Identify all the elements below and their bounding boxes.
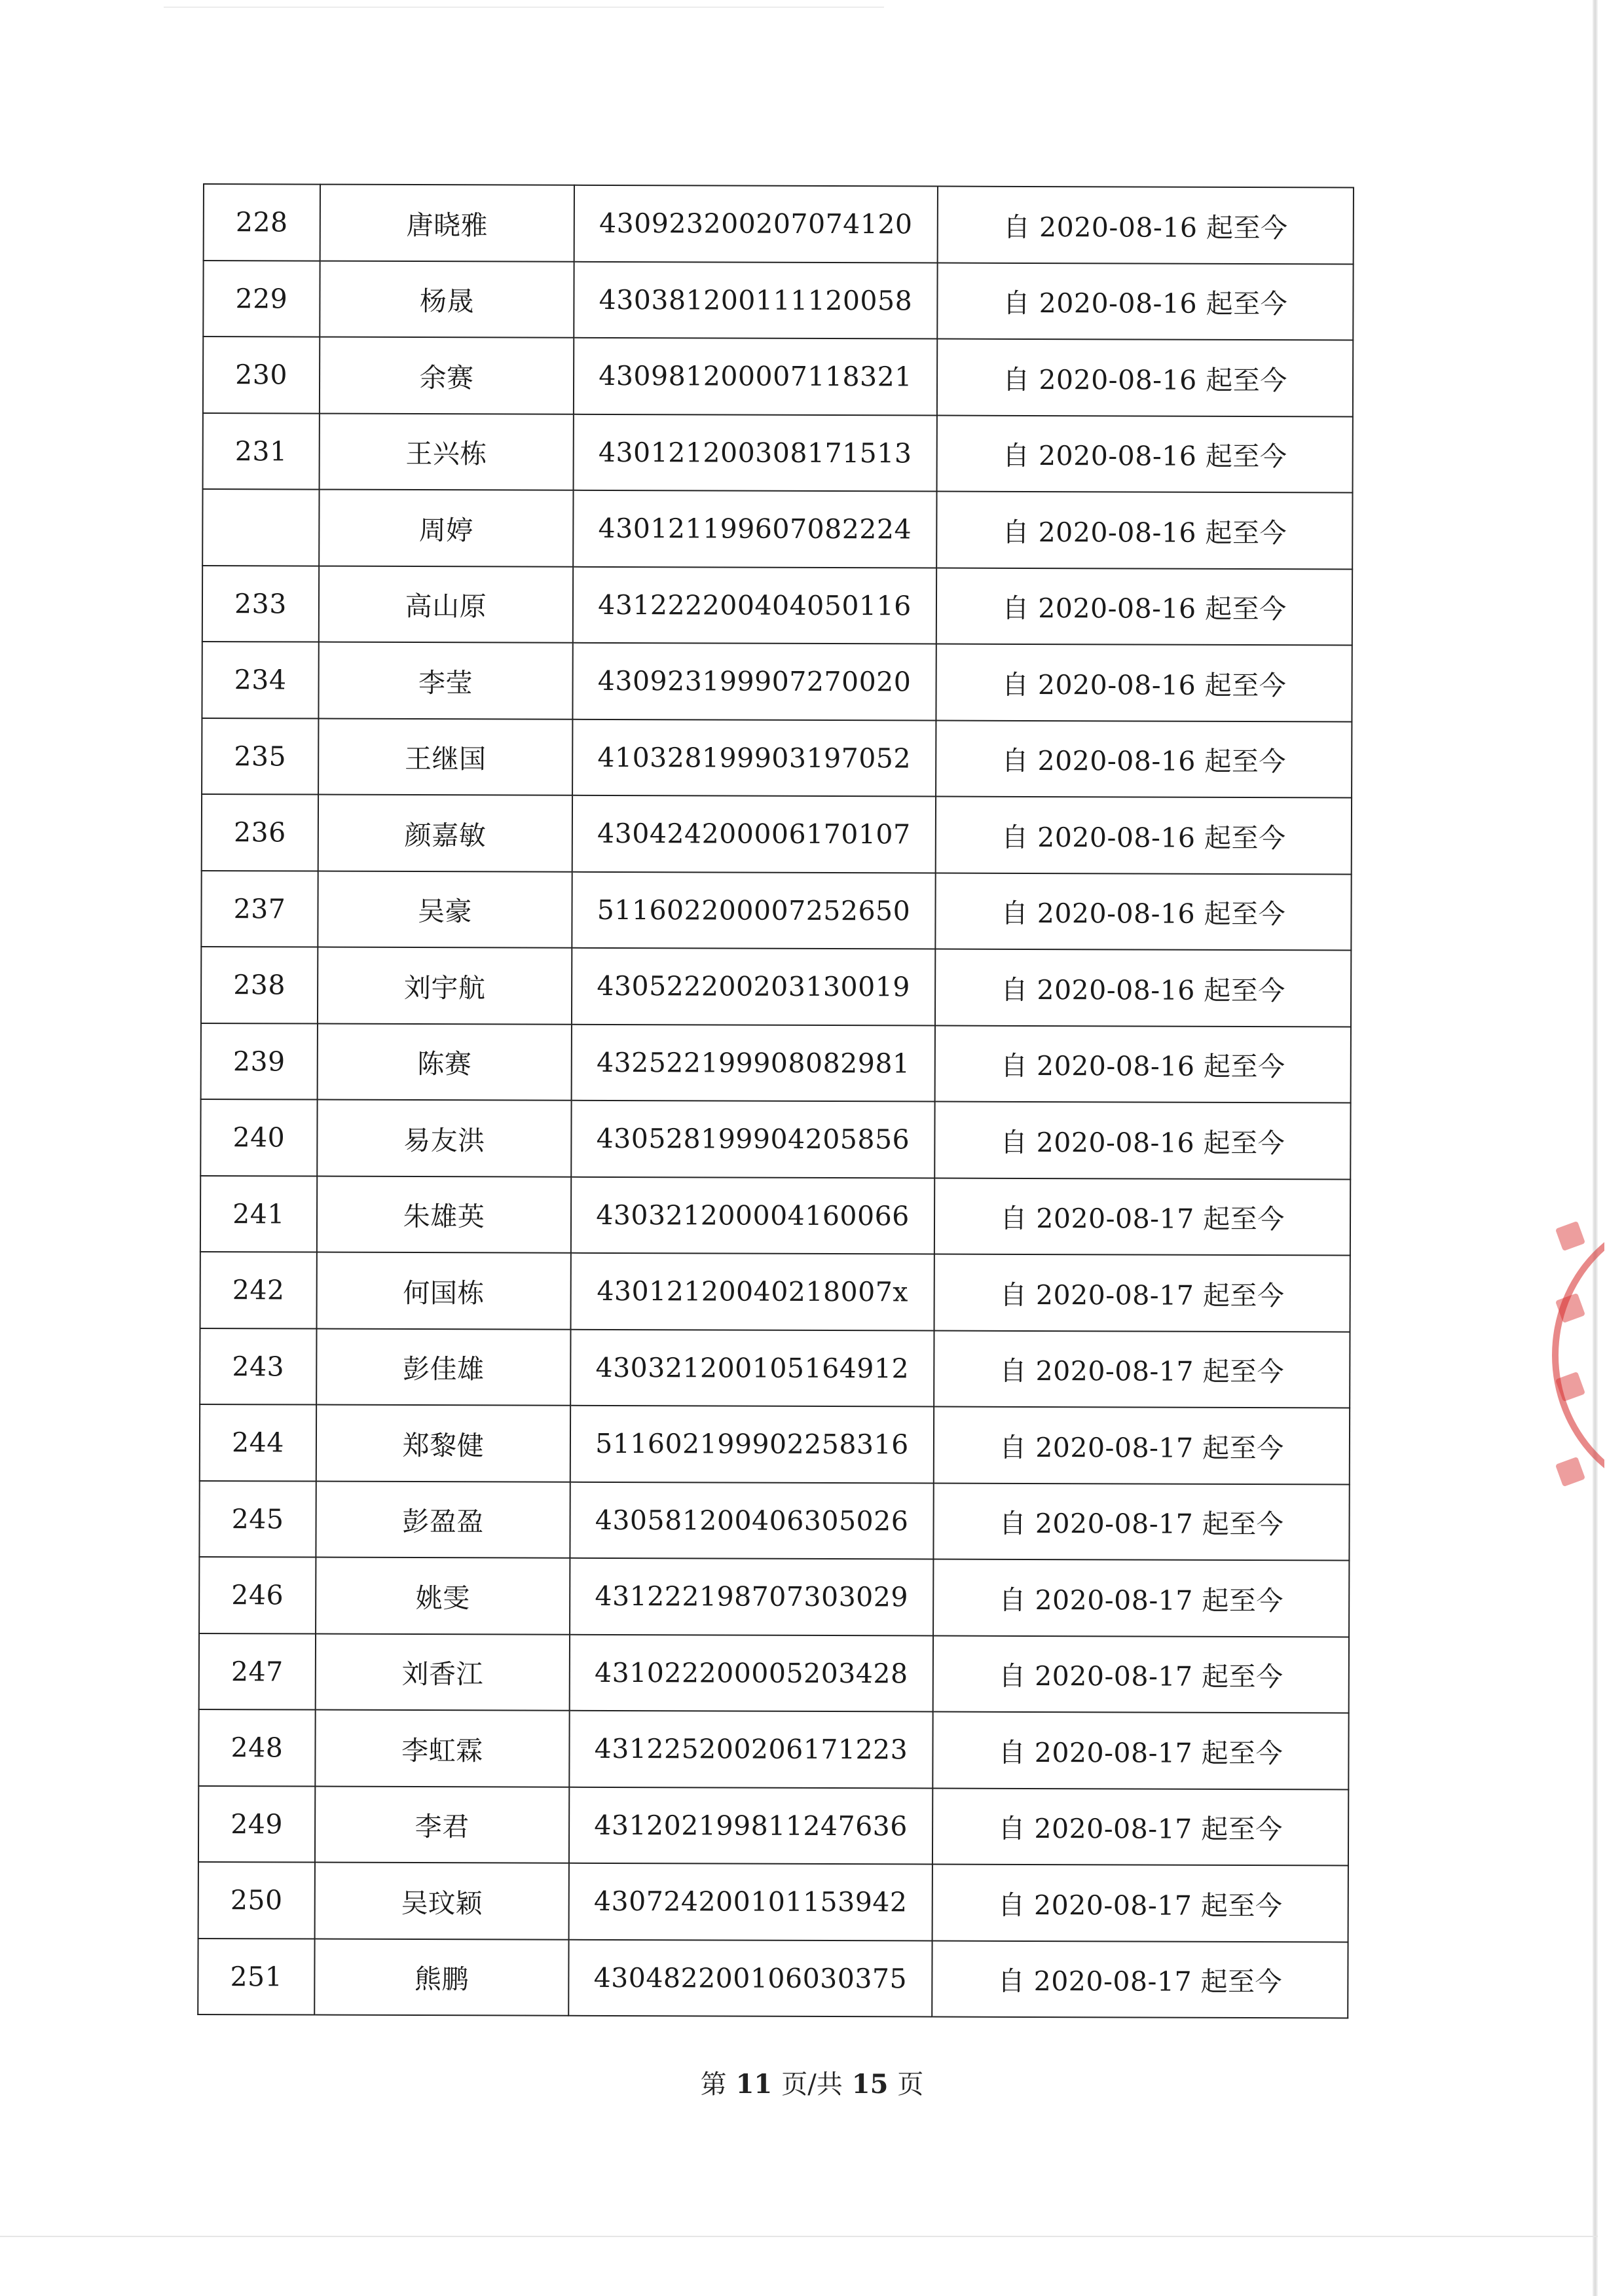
period-text: 自 2020-08-16 起至今: [937, 415, 1353, 492]
id-number: 430724200101153942: [569, 1863, 932, 1941]
id-number: 430981200007118321: [574, 338, 937, 415]
person-name: 刘香江: [316, 1633, 570, 1711]
person-name: 熊鹏: [314, 1939, 568, 2016]
id-number: 430424200006170107: [572, 795, 936, 873]
id-number: 430522200203130019: [572, 948, 935, 1025]
table-row: [201, 947, 1351, 1027]
person-name: 朱雄英: [317, 1176, 571, 1253]
period-text: 自 2020-08-17 起至今: [932, 1788, 1348, 1865]
period-text: 自 2020-08-17 起至今: [934, 1407, 1350, 1484]
person-name: 王兴栋: [320, 413, 574, 490]
red-seal-fragment: [1545, 1211, 1604, 1499]
page-footer: [0, 2064, 1624, 2101]
id-number: 430121199607082224: [573, 490, 936, 568]
id-number: 511602200007252650: [572, 871, 935, 949]
row-number: 251: [198, 1938, 314, 2014]
period-text: 自 2020-08-16 起至今: [936, 568, 1352, 645]
row-number: 245: [199, 1480, 316, 1557]
row-number: 228: [204, 184, 320, 261]
person-name: 周婷: [319, 490, 573, 567]
footer-middle: 页/共: [781, 2069, 843, 2100]
row-number: 233: [202, 566, 319, 642]
period-text: 自 2020-08-17 起至今: [934, 1330, 1350, 1408]
id-number: 432522199908082981: [572, 1024, 935, 1101]
person-name: 李君: [315, 1786, 569, 1863]
id-number: 430923199907270020: [572, 643, 936, 720]
row-number: [202, 489, 319, 566]
id-number: 430381200111120058: [574, 261, 937, 338]
table-row: [202, 642, 1352, 721]
page-edge-shadow: [1593, 0, 1598, 2296]
row-number: 242: [200, 1252, 317, 1328]
period-text: 自 2020-08-17 起至今: [932, 1941, 1348, 2018]
period-text: 自 2020-08-16 起至今: [936, 797, 1352, 874]
id-number: 431202199811247636: [569, 1787, 932, 1864]
id-number: 410328199903197052: [572, 719, 936, 796]
row-number: 235: [202, 718, 318, 794]
person-name: 高山原: [319, 566, 573, 643]
period-text: 自 2020-08-17 起至今: [933, 1635, 1349, 1713]
row-number: 230: [203, 337, 320, 413]
row-number: 237: [201, 870, 318, 947]
table-row: [202, 718, 1352, 797]
personnel-table-body: [198, 184, 1354, 2018]
id-number: 431222198707303029: [570, 1558, 933, 1635]
id-number: 430482200106030375: [568, 1939, 932, 2016]
scan-artifact-line: [164, 7, 884, 8]
person-name: 何国栋: [317, 1252, 571, 1330]
row-number: 229: [203, 261, 320, 337]
period-text: 自 2020-08-16 起至今: [935, 949, 1351, 1027]
table-row: [198, 1862, 1348, 1942]
person-name: 陈赛: [318, 1023, 572, 1101]
person-name: 唐晓雅: [320, 185, 574, 262]
table-row: [200, 1099, 1350, 1179]
id-number: 431225200206171223: [569, 1711, 932, 1788]
table-row: [200, 1252, 1350, 1332]
table-row: [201, 870, 1351, 950]
seal-glyph: [1555, 1457, 1585, 1487]
seal-arc: [1552, 1211, 1604, 1499]
row-number: 241: [200, 1175, 317, 1252]
footer-current-page: 11: [735, 2069, 773, 2100]
period-text: 自 2020-08-17 起至今: [934, 1254, 1350, 1332]
id-number: 430321200105164912: [570, 1329, 934, 1406]
id-number: 430528199904205856: [571, 1101, 934, 1178]
person-name: 余赛: [320, 337, 574, 414]
period-text: 自 2020-08-17 起至今: [932, 1865, 1348, 1942]
table-row: [200, 1328, 1350, 1408]
person-name: 姚雯: [316, 1558, 570, 1635]
row-number: 249: [198, 1785, 315, 1862]
period-text: 自 2020-08-17 起至今: [934, 1178, 1350, 1255]
person-name: 易友洪: [317, 1100, 571, 1177]
id-number: 430581200406305026: [570, 1482, 933, 1559]
table-row: [201, 1023, 1351, 1102]
period-text: 自 2020-08-17 起至今: [932, 1712, 1348, 1789]
row-number: 236: [202, 794, 318, 871]
id-number: 511602199902258316: [570, 1406, 934, 1483]
person-name: 颜嘉敏: [318, 795, 572, 872]
table-row: [204, 184, 1354, 264]
person-name: 吴玟颖: [315, 1863, 569, 1940]
person-name: 李莹: [318, 642, 572, 720]
row-number: 248: [198, 1709, 315, 1786]
table-row: [198, 1938, 1348, 2018]
period-text: 自 2020-08-17 起至今: [933, 1559, 1349, 1637]
id-number: 431022200005203428: [570, 1634, 933, 1711]
row-number: 243: [200, 1328, 316, 1404]
period-text: 自 2020-08-16 起至今: [937, 263, 1353, 340]
person-name: 杨晟: [320, 261, 574, 338]
row-number: 231: [203, 413, 320, 490]
person-name: 彭盈盈: [316, 1481, 570, 1558]
period-text: 自 2020-08-16 起至今: [935, 1025, 1351, 1102]
id-number: 431222200404050116: [573, 566, 936, 644]
period-text: 自 2020-08-16 起至今: [934, 1102, 1350, 1179]
period-text: 自 2020-08-17 起至今: [933, 1483, 1349, 1560]
period-text: 自 2020-08-16 起至今: [938, 187, 1354, 264]
row-number: 234: [202, 642, 318, 718]
person-name: 郑黎健: [316, 1405, 570, 1482]
row-number: 247: [199, 1633, 316, 1709]
table-row: [199, 1633, 1349, 1713]
seal-glyph: [1555, 1221, 1585, 1251]
period-text: 自 2020-08-16 起至今: [936, 644, 1352, 721]
footer-suffix: 页: [897, 2069, 924, 2100]
id-number: 430121200308171513: [574, 414, 937, 491]
personnel-table: [197, 183, 1354, 2019]
table-row: [203, 413, 1353, 493]
table-row: [202, 489, 1352, 569]
table-row: [198, 1709, 1348, 1789]
table-row: [202, 566, 1352, 646]
person-name: 刘宇航: [318, 947, 572, 1025]
row-number: 238: [201, 947, 318, 1023]
table-row: [199, 1557, 1349, 1637]
period-text: 自 2020-08-16 起至今: [936, 492, 1352, 569]
table-row: [198, 1785, 1348, 1865]
table-row: [200, 1175, 1350, 1255]
row-number: 239: [201, 1023, 318, 1099]
row-number: 246: [199, 1557, 316, 1633]
footer-total-pages: 15: [851, 2069, 889, 2100]
period-text: 自 2020-08-16 起至今: [935, 873, 1351, 950]
row-number: 240: [200, 1099, 317, 1176]
row-number: 250: [198, 1862, 315, 1939]
id-number: 430321200004160066: [571, 1176, 934, 1254]
person-name: 彭佳雄: [316, 1328, 570, 1406]
table-row: [202, 794, 1352, 874]
id-number: 430923200207074120: [574, 185, 938, 263]
id-number: 43012120040218007x: [571, 1253, 934, 1330]
period-text: 自 2020-08-16 起至今: [937, 339, 1353, 416]
table-row: [203, 337, 1353, 416]
table-row: [203, 261, 1353, 340]
table-row: [199, 1480, 1349, 1560]
footer-prefix: 第: [700, 2069, 727, 2100]
person-name: 李虹霖: [315, 1710, 569, 1787]
page-bottom-edge: [0, 2236, 1598, 2237]
row-number: 244: [200, 1404, 316, 1481]
person-name: 王继国: [318, 718, 572, 795]
table-row: [200, 1404, 1350, 1484]
person-name: 吴豪: [318, 871, 572, 948]
period-text: 自 2020-08-16 起至今: [936, 720, 1352, 797]
